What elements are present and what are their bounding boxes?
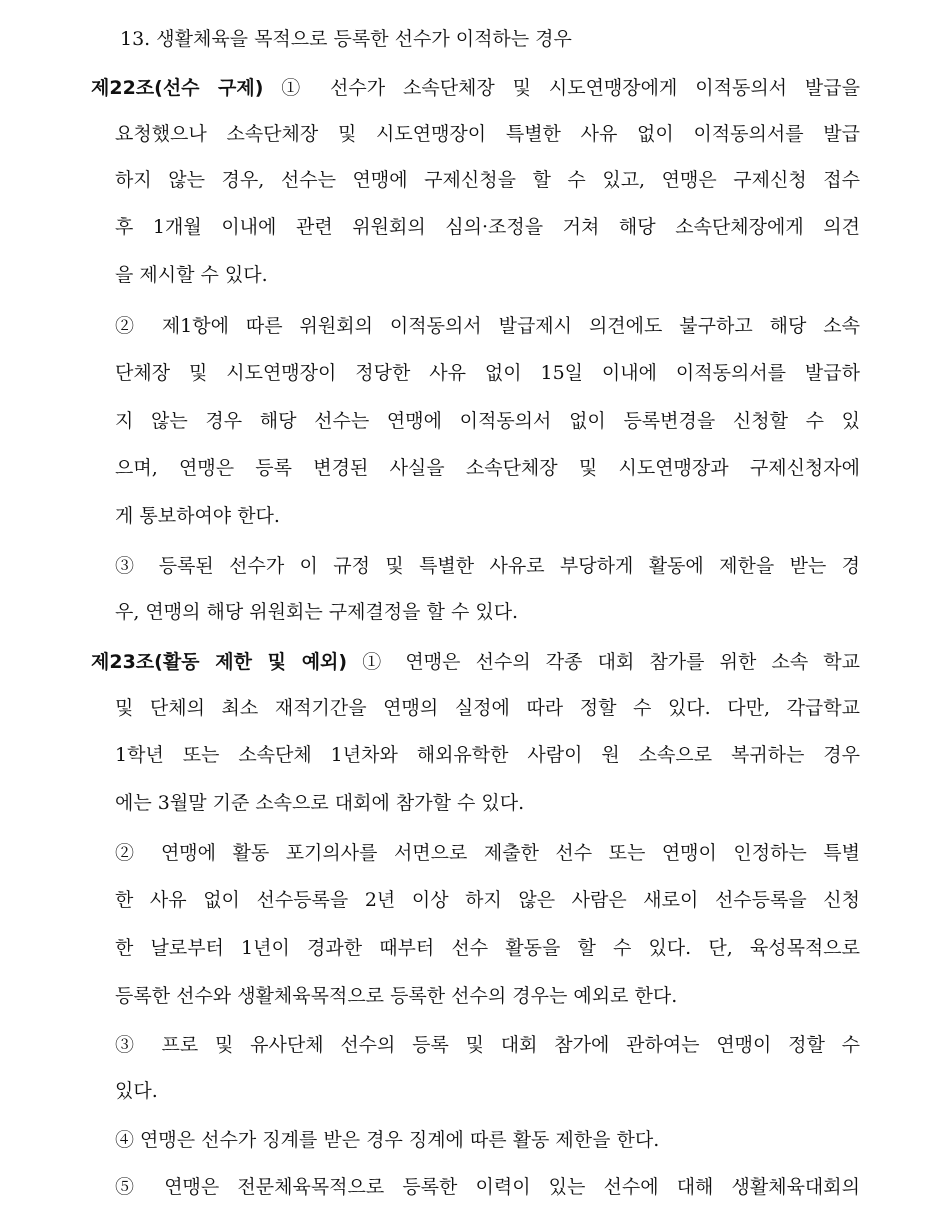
article-23-line: 한 사유 없이 선수등록을 2년 이상 하지 않은 사람은 새로이 선수등록을 신청 (115, 889, 860, 911)
article-23-line: ① 연맹은 선수의 각종 대회 참가를 위한 소속 학교 (362, 651, 860, 673)
article-22-line: 하지 않는 경우, 선수는 연맹에 구제신청을 할 수 있고, 연맹은 구제신청 접수 (115, 169, 860, 191)
article-23-line: 한 날로부터 1년이 경과한 때부터 선수 활동을 할 수 있다. 단, 육성목적으로 (115, 937, 860, 959)
article-22-first-line (0, 75, 950, 101)
article-22-line: 을 제시할 수 있다. (115, 264, 268, 286)
article-23-line: ② 연맹에 활동 포기의사를 서면으로 제출한 선수 또는 연맹이 인정하는 특별 (115, 842, 860, 864)
article-23-line: ④ 연맹은 선수가 징계를 받은 경우 징계에 따른 활동 제한을 한다. (115, 1129, 660, 1151)
article-22-line: 지 않는 경우 해당 선수는 연맹에 이적동의서 없이 등록변경을 신청할 수 있 (115, 410, 860, 432)
article-23-line: ⑤ 연맹은 전문체육목적으로 등록한 이력이 있는 선수에 대해 생활체육대회의 (115, 1176, 860, 1198)
article-23-line: 에는 3월말 기준 소속으로 대회에 참가할 수 있다. (115, 792, 525, 814)
article-23-line: 및 단체의 최소 재적기간을 연맹의 실정에 따라 정할 수 있다. 다만, 각급학교 (115, 697, 860, 719)
article-23-heading: 제23조(활동 제한 및 예외) (91, 651, 348, 673)
article-22-line: 게 통보하여야 한다. (115, 505, 280, 527)
article-23-line: ③ 프로 및 유사단체 선수의 등록 및 대회 참가에 관하여는 연맹이 정할 수 (115, 1034, 860, 1056)
item-13-text: 13. 생활체육을 목적으로 등록한 선수가 이적하는 경우 (120, 28, 572, 50)
article-23-line: 등록한 선수와 생활체육목적으로 등록한 선수의 경우는 예외로 한다. (115, 985, 678, 1007)
article-22-line: ③ 등록된 선수가 이 규정 및 특별한 사유로 부당하게 활동에 제한을 받는 경 (115, 555, 860, 577)
article-22-line: 우, 연맹의 해당 위원회는 구제결정을 할 수 있다. (115, 601, 519, 623)
article-22-line: 요청했으나 소속단체장 및 시도연맹장이 특별한 사유 없이 이적동의서를 발급 (115, 123, 860, 145)
article-22-line: 단체장 및 시도연맹장이 정당한 사유 없이 15일 이내에 이적동의서를 발급하 (115, 362, 860, 384)
article-23-line: 있다. (115, 1080, 158, 1102)
article-22-line: 으며, 연맹은 등록 변경된 사실을 소속단체장 및 시도연맹장과 구제신청자에 (115, 457, 860, 479)
article-22-line: 후 1개월 이내에 관련 위원회의 심의·조정을 거쳐 해당 소속단체장에게 의견 (115, 216, 860, 238)
article-22-line: ② 제1항에 따른 위원회의 이적동의서 발급제시 의견에도 불구하고 해당 소속 (115, 315, 860, 337)
article-23-first-line (0, 649, 950, 675)
article-23-line: 1학년 또는 소속단체 1년차와 해외유학한 사람이 원 소속으로 복귀하는 경우 (115, 744, 860, 766)
article-22-line: ① 선수가 소속단체장 및 시도연맹장에게 이적동의서 발급을 (281, 77, 860, 99)
article-22-heading: 제22조(선수 구제) (91, 77, 264, 99)
